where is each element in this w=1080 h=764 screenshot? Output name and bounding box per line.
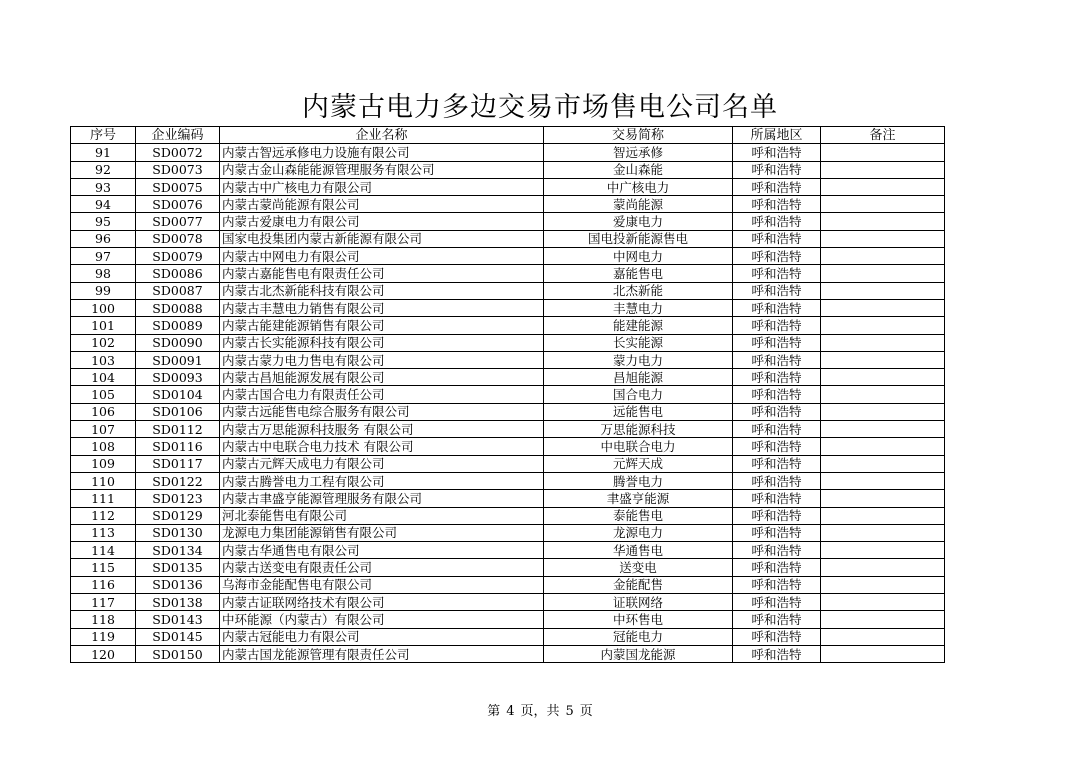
cell-serial: 113 [71, 524, 136, 541]
cell-company-code: SD0135 [136, 559, 220, 576]
cell-company-name: 内蒙古国龙能源管理有限责任公司 [220, 645, 544, 662]
cell-company-name: 内蒙古中广核电力有限公司 [220, 178, 544, 195]
cell-trade-abbreviation: 冠能电力 [544, 628, 733, 645]
cell-trade-abbreviation: 内蒙国龙能源 [544, 645, 733, 662]
cell-remarks [821, 472, 945, 489]
cell-serial: 97 [71, 248, 136, 265]
cell-remarks [821, 144, 945, 161]
cell-serial: 91 [71, 144, 136, 161]
cell-serial: 98 [71, 265, 136, 282]
cell-company-code: SD0150 [136, 645, 220, 662]
table-row [71, 403, 945, 420]
cell-company-code: SD0077 [136, 213, 220, 230]
page-prefix: 第 [487, 704, 501, 719]
header-remarks: 备注 [821, 127, 945, 144]
cell-serial: 114 [71, 542, 136, 559]
cell-trade-abbreviation: 万思能源科技 [544, 421, 733, 438]
cell-region: 呼和浩特 [733, 230, 821, 247]
page-footer [0, 700, 1080, 719]
cell-trade-abbreviation: 中广核电力 [544, 178, 733, 195]
cell-remarks [821, 507, 945, 524]
cell-trade-abbreviation: 金山森能 [544, 161, 733, 178]
cell-company-code: SD0079 [136, 248, 220, 265]
page-current: 4 [506, 704, 515, 719]
cell-company-name: 内蒙古中网电力有限公司 [220, 248, 544, 265]
header-trade-abbreviation: 交易简称 [544, 127, 733, 144]
table-row [71, 472, 945, 489]
cell-company-name: 内蒙古元辉天成电力有限公司 [220, 455, 544, 472]
cell-serial: 103 [71, 351, 136, 368]
cell-remarks [821, 455, 945, 472]
cell-company-name: 内蒙古聿盛亨能源管理服务有限公司 [220, 490, 544, 507]
cell-remarks [821, 317, 945, 334]
cell-company-name: 内蒙古万思能源科技服务 有限公司 [220, 421, 544, 438]
cell-trade-abbreviation: 北杰新能 [544, 282, 733, 299]
table-row [71, 334, 945, 351]
cell-company-code: SD0129 [136, 507, 220, 524]
cell-company-name: 内蒙古远能售电综合服务有限公司 [220, 403, 544, 420]
cell-serial: 100 [71, 299, 136, 316]
cell-trade-abbreviation: 蒙力电力 [544, 351, 733, 368]
cell-region: 呼和浩特 [733, 178, 821, 195]
header-company-name: 企业名称 [220, 127, 544, 144]
table-row [71, 196, 945, 213]
cell-region: 呼和浩特 [733, 611, 821, 628]
cell-company-code: SD0106 [136, 403, 220, 420]
cell-region: 呼和浩特 [733, 524, 821, 541]
cell-region: 呼和浩特 [733, 507, 821, 524]
cell-company-name: 内蒙古金山森能能源管理服务有限公司 [220, 161, 544, 178]
cell-company-code: SD0075 [136, 178, 220, 195]
cell-company-name: 内蒙古丰慧电力销售有限公司 [220, 299, 544, 316]
cell-serial: 119 [71, 628, 136, 645]
page-mid: 页，共 [520, 704, 560, 719]
cell-region: 呼和浩特 [733, 144, 821, 161]
cell-company-code: SD0073 [136, 161, 220, 178]
cell-region: 呼和浩特 [733, 317, 821, 334]
cell-region: 呼和浩特 [733, 490, 821, 507]
cell-trade-abbreviation: 送变电 [544, 559, 733, 576]
cell-remarks [821, 334, 945, 351]
cell-remarks [821, 524, 945, 541]
cell-serial: 115 [71, 559, 136, 576]
cell-region: 呼和浩特 [733, 161, 821, 178]
cell-company-code: SD0123 [136, 490, 220, 507]
cell-company-code: SD0091 [136, 351, 220, 368]
table-row [71, 248, 945, 265]
cell-company-code: SD0138 [136, 594, 220, 611]
cell-company-code: SD0088 [136, 299, 220, 316]
cell-remarks [821, 645, 945, 662]
cell-remarks [821, 628, 945, 645]
table-row [71, 161, 945, 178]
cell-company-name: 内蒙古嘉能售电有限责任公司 [220, 265, 544, 282]
cell-company-code: SD0136 [136, 576, 220, 593]
cell-company-code: SD0130 [136, 524, 220, 541]
cell-region: 呼和浩特 [733, 542, 821, 559]
cell-company-name: 内蒙古国合电力有限责任公司 [220, 386, 544, 403]
table-row [71, 490, 945, 507]
table-row [71, 628, 945, 645]
table-row [71, 645, 945, 662]
cell-remarks [821, 248, 945, 265]
table-row [71, 507, 945, 524]
cell-region: 呼和浩特 [733, 248, 821, 265]
cell-remarks [821, 403, 945, 420]
table-row [71, 230, 945, 247]
cell-company-name: 中环能源（内蒙古）有限公司 [220, 611, 544, 628]
cell-trade-abbreviation: 昌旭能源 [544, 369, 733, 386]
cell-trade-abbreviation: 远能售电 [544, 403, 733, 420]
cell-region: 呼和浩特 [733, 369, 821, 386]
cell-company-code: SD0072 [136, 144, 220, 161]
cell-remarks [821, 542, 945, 559]
cell-trade-abbreviation: 中网电力 [544, 248, 733, 265]
cell-remarks [821, 559, 945, 576]
cell-region: 呼和浩特 [733, 576, 821, 593]
header-company-code: 企业编码 [136, 127, 220, 144]
cell-trade-abbreviation: 腾誉电力 [544, 472, 733, 489]
cell-company-name: 内蒙古智远承修电力设施有限公司 [220, 144, 544, 161]
cell-serial: 93 [71, 178, 136, 195]
cell-trade-abbreviation: 华通售电 [544, 542, 733, 559]
cell-company-code: SD0117 [136, 455, 220, 472]
cell-trade-abbreviation: 长实能源 [544, 334, 733, 351]
cell-serial: 94 [71, 196, 136, 213]
cell-company-code: SD0134 [136, 542, 220, 559]
cell-remarks [821, 230, 945, 247]
cell-serial: 92 [71, 161, 136, 178]
cell-region: 呼和浩特 [733, 386, 821, 403]
table-row [71, 421, 945, 438]
table-row [71, 438, 945, 455]
table-row [71, 542, 945, 559]
cell-company-name: 乌海市金能配售电有限公司 [220, 576, 544, 593]
cell-trade-abbreviation: 蒙尚能源 [544, 196, 733, 213]
cell-serial: 116 [71, 576, 136, 593]
page-total: 5 [565, 704, 574, 719]
cell-serial: 104 [71, 369, 136, 386]
cell-company-name: 内蒙古蒙尚能源有限公司 [220, 196, 544, 213]
cell-serial: 109 [71, 455, 136, 472]
cell-company-name: 内蒙古中电联合电力技术 有限公司 [220, 438, 544, 455]
cell-region: 呼和浩特 [733, 594, 821, 611]
cell-trade-abbreviation: 国电投新能源售电 [544, 230, 733, 247]
cell-company-name: 内蒙古冠能电力有限公司 [220, 628, 544, 645]
cell-region: 呼和浩特 [733, 403, 821, 420]
cell-remarks [821, 161, 945, 178]
cell-region: 呼和浩特 [733, 351, 821, 368]
table-row [71, 455, 945, 472]
cell-serial: 110 [71, 472, 136, 489]
cell-company-name: 内蒙古华通售电有限公司 [220, 542, 544, 559]
cell-serial: 120 [71, 645, 136, 662]
cell-trade-abbreviation: 爱康电力 [544, 213, 733, 230]
cell-trade-abbreviation: 国合电力 [544, 386, 733, 403]
cell-remarks [821, 611, 945, 628]
cell-serial: 106 [71, 403, 136, 420]
cell-remarks [821, 196, 945, 213]
cell-region: 呼和浩特 [733, 196, 821, 213]
cell-trade-abbreviation: 中电联合电力 [544, 438, 733, 455]
cell-company-name: 龙源电力集团能源销售有限公司 [220, 524, 544, 541]
table-row [71, 144, 945, 161]
cell-serial: 112 [71, 507, 136, 524]
cell-region: 呼和浩特 [733, 628, 821, 645]
cell-serial: 111 [71, 490, 136, 507]
table-row [71, 178, 945, 195]
table-row [71, 369, 945, 386]
cell-company-code: SD0093 [136, 369, 220, 386]
cell-trade-abbreviation: 嘉能售电 [544, 265, 733, 282]
document-title: 内蒙古电力多边交易市场售电公司名单 [302, 92, 778, 123]
table-row [71, 611, 945, 628]
cell-remarks [821, 213, 945, 230]
cell-company-code: SD0086 [136, 265, 220, 282]
cell-region: 呼和浩特 [733, 455, 821, 472]
table-row [71, 386, 945, 403]
cell-serial: 96 [71, 230, 136, 247]
cell-company-name: 内蒙古腾誉电力工程有限公司 [220, 472, 544, 489]
cell-remarks [821, 594, 945, 611]
cell-region: 呼和浩特 [733, 438, 821, 455]
cell-company-name: 内蒙古送变电有限责任公司 [220, 559, 544, 576]
cell-company-name: 内蒙古长实能源科技有限公司 [220, 334, 544, 351]
cell-serial: 99 [71, 282, 136, 299]
company-roster-table [70, 126, 945, 663]
cell-remarks [821, 576, 945, 593]
cell-trade-abbreviation: 泰能售电 [544, 507, 733, 524]
cell-remarks [821, 490, 945, 507]
table-row [71, 351, 945, 368]
cell-region: 呼和浩特 [733, 334, 821, 351]
cell-company-code: SD0089 [136, 317, 220, 334]
table-header-row [71, 127, 945, 144]
cell-company-code: SD0076 [136, 196, 220, 213]
cell-region: 呼和浩特 [733, 265, 821, 282]
table-row [71, 213, 945, 230]
cell-company-code: SD0122 [136, 472, 220, 489]
cell-trade-abbreviation: 能建能源 [544, 317, 733, 334]
cell-region: 呼和浩特 [733, 559, 821, 576]
cell-remarks [821, 299, 945, 316]
table-body [71, 144, 945, 663]
table-row [71, 299, 945, 316]
cell-company-code: SD0090 [136, 334, 220, 351]
cell-trade-abbreviation: 元辉天成 [544, 455, 733, 472]
cell-region: 呼和浩特 [733, 472, 821, 489]
cell-company-code: SD0104 [136, 386, 220, 403]
cell-company-name: 内蒙古蒙力电力售电有限公司 [220, 351, 544, 368]
table-row [71, 576, 945, 593]
cell-serial: 107 [71, 421, 136, 438]
cell-region: 呼和浩特 [733, 299, 821, 316]
cell-company-code: SD0145 [136, 628, 220, 645]
cell-trade-abbreviation: 智远承修 [544, 144, 733, 161]
cell-region: 呼和浩特 [733, 213, 821, 230]
cell-serial: 118 [71, 611, 136, 628]
cell-region: 呼和浩特 [733, 282, 821, 299]
cell-region: 呼和浩特 [733, 421, 821, 438]
cell-company-code: SD0112 [136, 421, 220, 438]
cell-serial: 95 [71, 213, 136, 230]
cell-company-code: SD0078 [136, 230, 220, 247]
cell-trade-abbreviation: 聿盛亨能源 [544, 490, 733, 507]
cell-remarks [821, 421, 945, 438]
cell-serial: 102 [71, 334, 136, 351]
cell-region: 呼和浩特 [733, 645, 821, 662]
cell-trade-abbreviation: 龙源电力 [544, 524, 733, 541]
cell-company-code: SD0087 [136, 282, 220, 299]
cell-remarks [821, 351, 945, 368]
cell-serial: 105 [71, 386, 136, 403]
cell-remarks [821, 386, 945, 403]
table-row [71, 282, 945, 299]
cell-remarks [821, 265, 945, 282]
table-row [71, 317, 945, 334]
cell-company-name: 内蒙古证联网络技术有限公司 [220, 594, 544, 611]
header-region: 所属地区 [733, 127, 821, 144]
cell-serial: 108 [71, 438, 136, 455]
cell-company-name: 河北泰能售电有限公司 [220, 507, 544, 524]
cell-trade-abbreviation: 丰慧电力 [544, 299, 733, 316]
cell-company-name: 国家电投集团内蒙古新能源有限公司 [220, 230, 544, 247]
cell-company-name: 内蒙古能建能源销售有限公司 [220, 317, 544, 334]
header-serial: 序号 [71, 127, 136, 144]
cell-trade-abbreviation: 金能配售 [544, 576, 733, 593]
cell-remarks [821, 178, 945, 195]
table-row [71, 265, 945, 282]
page-suffix: 页 [579, 704, 593, 719]
cell-serial: 101 [71, 317, 136, 334]
cell-company-code: SD0143 [136, 611, 220, 628]
table-row [71, 524, 945, 541]
cell-remarks [821, 438, 945, 455]
cell-trade-abbreviation: 证联网络 [544, 594, 733, 611]
table-row [71, 594, 945, 611]
cell-serial: 117 [71, 594, 136, 611]
cell-company-name: 内蒙古北杰新能科技有限公司 [220, 282, 544, 299]
cell-company-name: 内蒙古昌旭能源发展有限公司 [220, 369, 544, 386]
cell-company-code: SD0116 [136, 438, 220, 455]
cell-remarks [821, 369, 945, 386]
cell-company-name: 内蒙古爱康电力有限公司 [220, 213, 544, 230]
cell-remarks [821, 282, 945, 299]
cell-trade-abbreviation: 中环售电 [544, 611, 733, 628]
table-row [71, 559, 945, 576]
